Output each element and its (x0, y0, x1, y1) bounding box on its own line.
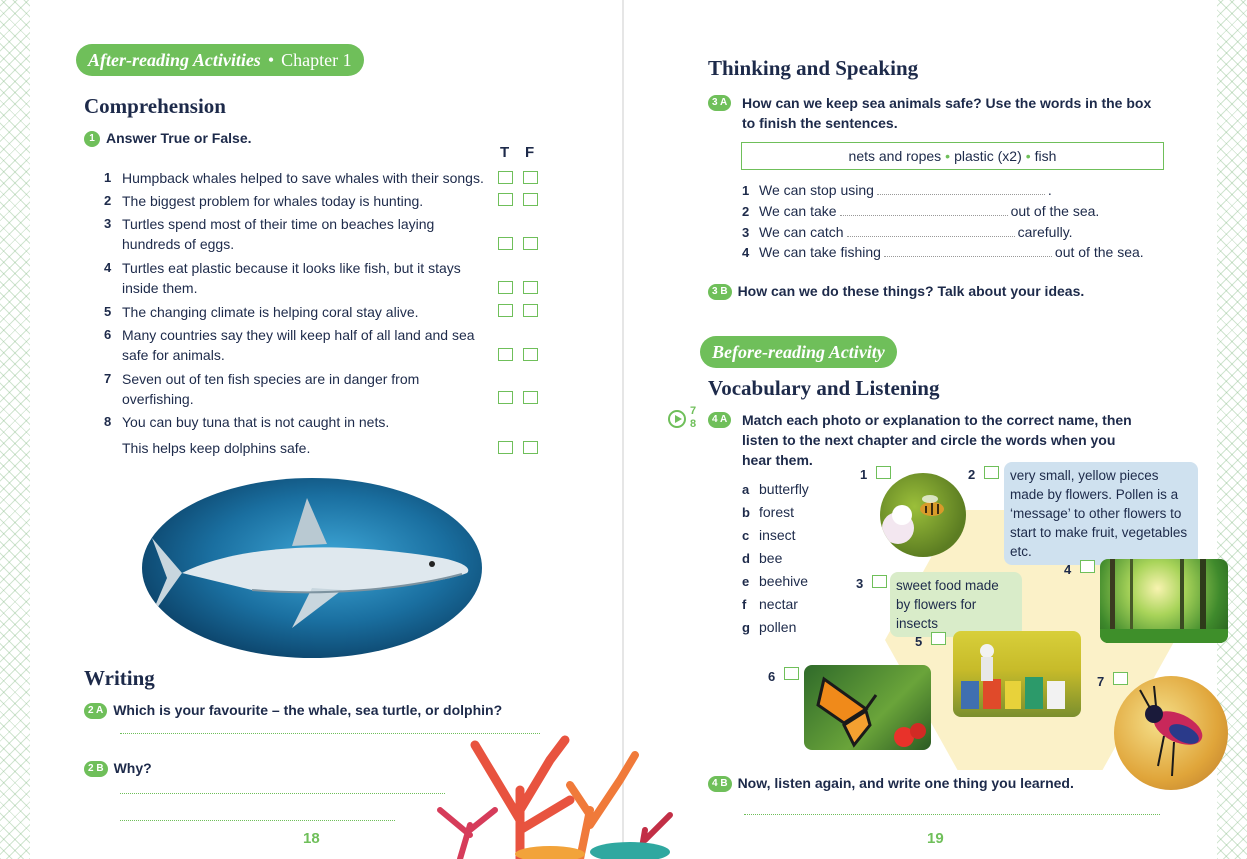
q2b-text: Why? (113, 760, 152, 776)
shark-illustration (142, 478, 482, 658)
vocab-letter: d (742, 551, 750, 566)
tf-question-8 (104, 412, 484, 432)
coral-image (400, 730, 722, 859)
q4b-answer-line[interactable] (744, 814, 1160, 815)
vocab-word: beehive (759, 573, 809, 589)
sentence-before: We can catch (759, 224, 844, 240)
tf-question-text: You can buy tuna that is not caught in nets. (122, 414, 390, 430)
tf-question-text: Many countries say they will keep half of all land and sea safe for animals. (122, 327, 475, 363)
vocab-item-a (742, 479, 809, 500)
tf-question-number: 4 (104, 260, 112, 275)
q1-badge: 1 (84, 131, 100, 147)
vocab-item-g (742, 617, 796, 638)
label-4: 4 (1064, 562, 1072, 577)
q3a-text: How can we keep sea animals safe? Use the words in the box to finish the sentences. (742, 95, 1152, 131)
sentence-after: out of the sea. (1010, 203, 1100, 219)
checkbox-3[interactable] (872, 575, 887, 588)
sentence-1 (742, 180, 1052, 201)
tf-question-text: The changing climate is helping coral stay alive. (122, 304, 419, 320)
tf-true-checkbox-4[interactable] (498, 281, 513, 294)
sentence-after: out of the sea. (1054, 244, 1144, 260)
tf-false-checkbox-5[interactable] (523, 304, 538, 317)
checkbox-2[interactable] (984, 466, 999, 479)
tf-question-7 (104, 369, 484, 409)
thinking-speaking-title: Thinking and Speaking (708, 56, 919, 80)
tf-question-1 (104, 168, 484, 188)
tf-false-checkbox-7[interactable] (523, 391, 538, 404)
tf-false-checkbox-2[interactable] (523, 193, 538, 206)
word-1: nets and ropes (848, 148, 942, 164)
checkbox-4[interactable] (1080, 560, 1095, 573)
q3b-badge: 3 B (708, 284, 732, 300)
q2b-badge: 2 B (84, 761, 108, 777)
vocab-letter: c (742, 528, 750, 543)
tf-question-number: 2 (104, 193, 112, 208)
tf-false-checkbox-6[interactable] (523, 348, 538, 361)
tf-question-number: 1 (104, 170, 112, 185)
tf-true-checkbox-8[interactable] (498, 441, 513, 454)
sentence-3 (742, 222, 1073, 243)
label-6: 6 (768, 669, 776, 684)
q2a-instruction (84, 700, 502, 720)
sentence-2 (742, 201, 1099, 222)
insect-photo (1114, 676, 1228, 790)
q4a-badge: 4 A (708, 412, 731, 428)
tf-false-checkbox-3[interactable] (523, 237, 538, 250)
label-5: 5 (915, 634, 923, 649)
q2b-instruction (84, 758, 152, 778)
q1-text: Answer True or False. (106, 130, 252, 146)
q2b-answer-line-2[interactable] (120, 820, 395, 821)
vocab-letter: g (742, 620, 750, 635)
butterfly-photo (804, 665, 931, 750)
left-page-border (0, 0, 30, 859)
q4a-instruction (708, 410, 1148, 470)
label-3: 3 (856, 576, 864, 591)
vocab-letter: e (742, 574, 750, 589)
label-2: 2 (968, 467, 976, 482)
tf-question-6 (104, 325, 484, 365)
q3a-badge: 3 A (708, 95, 731, 111)
vocab-word: bee (759, 550, 783, 566)
sentence-blank[interactable] (847, 227, 1015, 237)
word-2: plastic (x2) (954, 148, 1022, 164)
sentence-number: 4 (742, 245, 750, 260)
after-reading-header (76, 44, 364, 76)
forest-photo (1100, 559, 1228, 643)
q2a-text: Which is your favourite – the whale, sea turtle, or dolphin? (113, 702, 503, 718)
word-sep-2: • (1025, 148, 1031, 164)
tf-question-number: 8 (104, 414, 112, 429)
sentence-blank[interactable] (840, 206, 1008, 216)
q2b-answer-line-1[interactable] (120, 793, 445, 794)
tf-question-number: 5 (104, 304, 112, 319)
tf-false-checkbox-4[interactable] (523, 281, 538, 294)
header-italic: After-reading Activities (88, 49, 261, 70)
q3a-instruction (708, 93, 1168, 133)
vocab-item-c (742, 525, 796, 546)
tf-question-5 (104, 302, 484, 322)
sentence-number: 3 (742, 225, 750, 240)
sentence-number: 1 (742, 183, 750, 198)
vocab-item-d (742, 548, 782, 569)
tf-question-4 (104, 258, 484, 298)
sentence-before: We can take fishing (759, 244, 881, 260)
page-number-19: 19 (927, 830, 944, 847)
tf-false-checkbox-1[interactable] (523, 171, 538, 184)
q1-instruction (84, 128, 252, 148)
q4a-text: Match each photo or explanation to the correct name, then listen to the next chapter and circle the words when you hear them. (742, 412, 1132, 468)
tf-true-checkbox-2[interactable] (498, 193, 513, 206)
q4b-badge: 4 B (708, 776, 732, 792)
true-column-label: T (500, 144, 510, 161)
beehive-photo (953, 631, 1081, 717)
q4b-instruction (708, 773, 1074, 793)
writing-title: Writing (84, 666, 155, 690)
checkbox-6[interactable] (784, 667, 799, 680)
audio-track-8: 8 (690, 418, 697, 430)
sentence-before: We can stop using (759, 182, 874, 198)
vocabulary-listening-title: Vocabulary and Listening (708, 376, 940, 400)
tf-question-text: Turtles spend most of their time on beaches laying hundreds of eggs. (122, 216, 435, 252)
sentence-number: 2 (742, 204, 750, 219)
sentence-before: We can take (759, 203, 837, 219)
tf-question-number: 3 (104, 216, 112, 231)
audio-track-7: 7 (690, 405, 697, 417)
vocab-item-e (742, 571, 808, 592)
checkbox-7[interactable] (1113, 672, 1128, 685)
tf-true-checkbox-3[interactable] (498, 237, 513, 250)
tf-question-text: Seven out of ten fish species are in danger from overfishing. (122, 371, 420, 407)
sentence-after: . (1047, 182, 1052, 198)
q8-extra (104, 438, 484, 458)
q8-extra-text: This helps keep dolphins safe. (122, 440, 311, 456)
sentence-blank[interactable] (877, 185, 1045, 195)
sentence-blank[interactable] (884, 247, 1052, 257)
q3b-text: How can we do these things? Talk about your ideas. (737, 283, 1085, 299)
word-box (741, 142, 1164, 170)
audio-play-icon[interactable] (668, 410, 686, 428)
false-column-label: F (525, 144, 535, 161)
sentence-after: carefully. (1017, 224, 1073, 240)
pollen-note: very small, yellow pieces made by flowers. Pollen is a ‘message’ to other flowers to start to make fruit, vegetables etc. (1004, 462, 1198, 565)
tf-question-3 (104, 214, 484, 254)
tf-true-checkbox-6[interactable] (498, 348, 513, 361)
tf-false-checkbox-8[interactable] (523, 441, 538, 454)
audio-track-numbers (690, 405, 696, 431)
vocab-word: insect (759, 527, 796, 543)
vocab-word: butterfly (759, 481, 809, 497)
tf-question-text: Humpback whales helped to save whales with their songs. (122, 170, 484, 186)
q3b-instruction (708, 281, 1084, 301)
header-separator: • (267, 49, 275, 70)
tf-question-2 (104, 191, 484, 211)
bee-photo (880, 473, 966, 557)
vocab-item-f (742, 594, 798, 615)
vocab-word: forest (759, 504, 795, 520)
page-number-18: 18 (303, 830, 320, 847)
tf-true-checkbox-7[interactable] (498, 391, 513, 404)
tf-question-text: Turtles eat plastic because it looks like fish, but it stays inside them. (122, 260, 461, 296)
vocab-letter: b (742, 505, 750, 520)
vocab-word: pollen (759, 619, 797, 635)
vocab-item-b (742, 502, 794, 523)
tf-question-number: 6 (104, 327, 112, 342)
tf-question-text: The biggest problem for whales today is hunting. (122, 193, 424, 209)
header-chapter: Chapter 1 (281, 49, 352, 70)
word-sep-1: • (945, 148, 951, 164)
q4b-text: Now, listen again, and write one thing you learned. (737, 775, 1074, 791)
tf-true-checkbox-5[interactable] (498, 304, 513, 317)
tf-true-checkbox-1[interactable] (498, 171, 513, 184)
shark-photo (142, 478, 482, 658)
before-reading-label: Before-reading Activity (712, 341, 885, 362)
label-1: 1 (860, 467, 868, 482)
sentence-4 (742, 242, 1144, 263)
checkbox-1[interactable] (876, 466, 891, 479)
comprehension-title: Comprehension (84, 94, 226, 118)
vocab-word: nectar (759, 596, 798, 612)
before-reading-header (700, 336, 897, 368)
vocab-letter: a (742, 482, 750, 497)
word-3: fish (1034, 148, 1057, 164)
q2a-badge: 2 A (84, 703, 107, 719)
label-7: 7 (1097, 674, 1105, 689)
checkbox-5[interactable] (931, 632, 946, 645)
nectar-note: sweet food made by flowers for insects (890, 572, 1022, 637)
vocab-letter: f (742, 597, 747, 612)
tf-question-number: 7 (104, 371, 112, 386)
